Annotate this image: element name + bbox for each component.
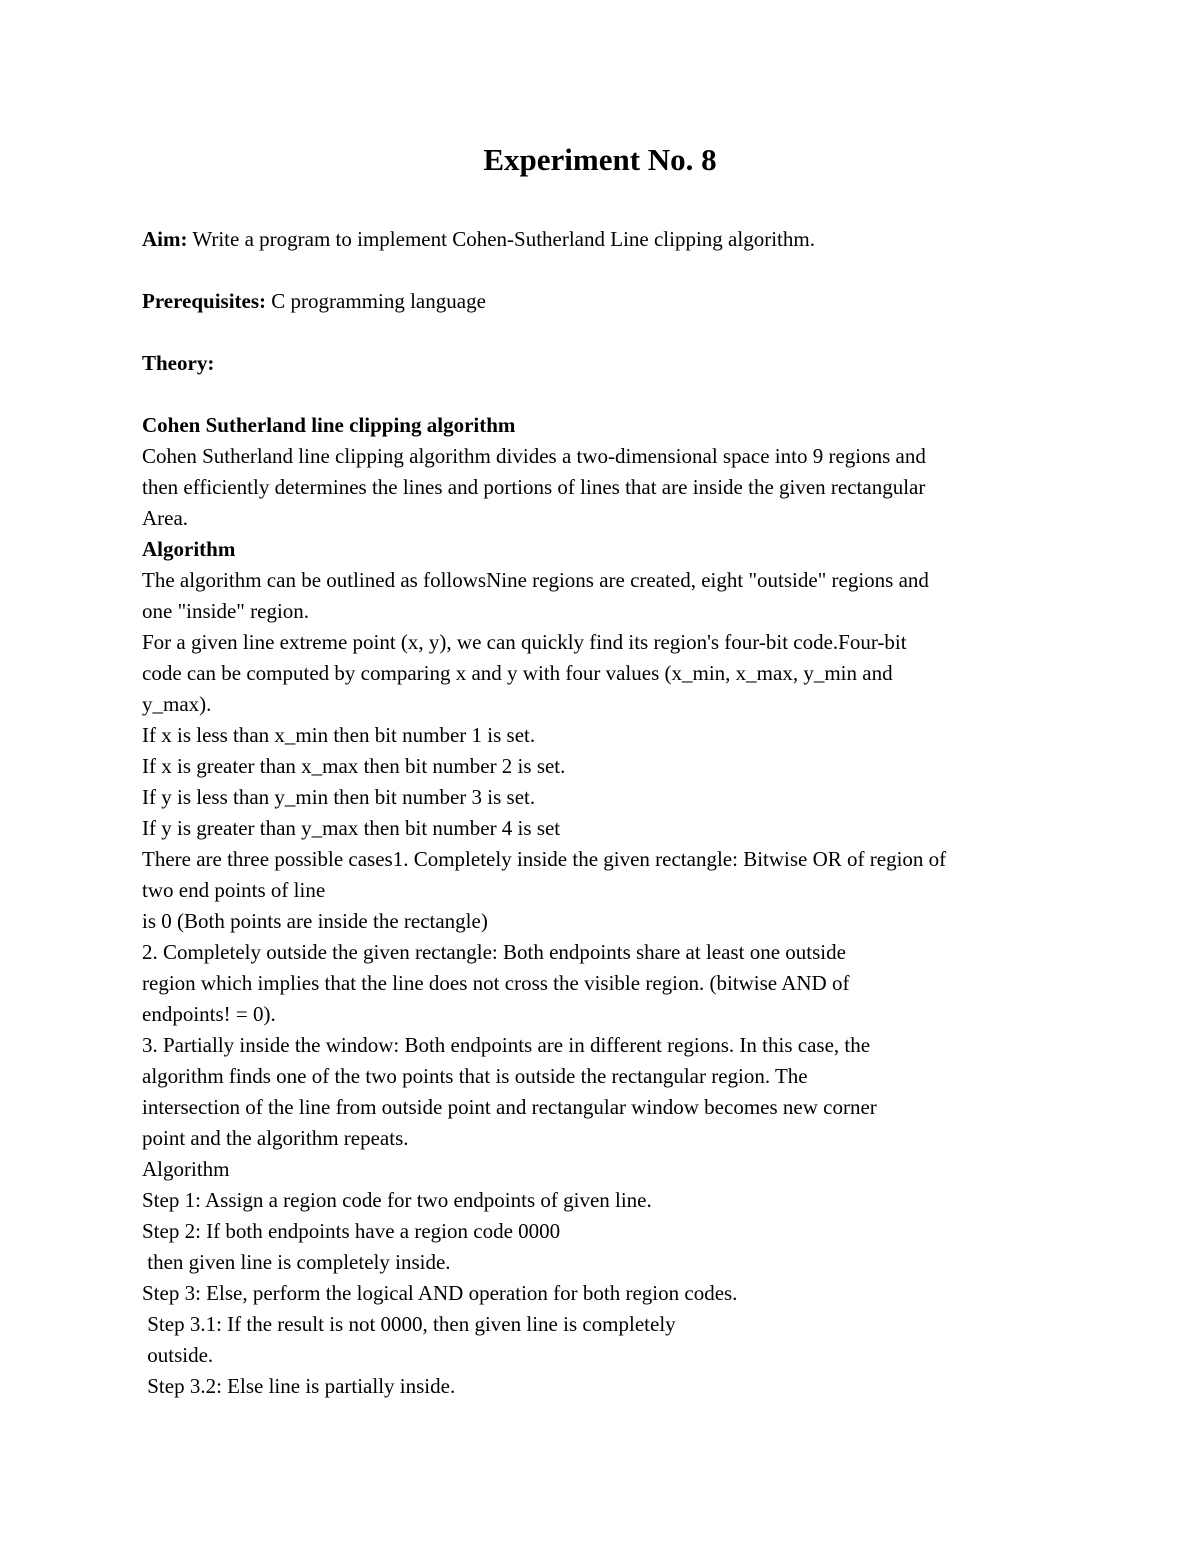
body-line: then efficiently determines the lines and portions of lines that are inside the given rectangular: [142, 475, 926, 499]
prerequisites-text: C programming language: [266, 289, 486, 313]
document-body: [142, 224, 1062, 1402]
algorithm-line: region which implies that the line does not cross the visible region. (bitwise AND of: [142, 971, 850, 995]
prerequisites-line: [142, 286, 1062, 317]
algorithm-line: 2. Completely outside the given rectangle: Both endpoints share at least one outside: [142, 940, 846, 964]
algorithm-line: For a given line extreme point (x, y), we can quickly find its region's four-bit code.Four-bit: [142, 630, 907, 654]
body-line: Cohen Sutherland line clipping algorithm divides a two-dimensional space into 9 regions and: [142, 444, 926, 468]
aim-label: Aim:: [142, 227, 188, 251]
algorithm-line: Algorithm: [142, 1157, 230, 1181]
algorithm-line: code can be computed by comparing x and y with four values (x_min, x_max, y_min and: [142, 661, 893, 685]
algorithm-line: If x is greater than x_max then bit number 2 is set.: [142, 754, 566, 778]
algorithm-line: is 0 (Both points are inside the rectangle): [142, 909, 488, 933]
algorithm-line: There are three possible cases1. Completely inside the given rectangle: Bitwise OR of region of: [142, 847, 947, 871]
algorithm-step: then given line is completely inside.: [142, 1250, 451, 1274]
algorithm-line: two end points of line: [142, 878, 326, 902]
algorithm-step: Step 1: Assign a region code for two endpoints of given line.: [142, 1188, 652, 1212]
algorithm-line: If x is less than x_min then bit number 1 is set.: [142, 723, 536, 747]
theory-heading: Theory:: [142, 351, 215, 375]
algorithm-step: Step 3.1: If the result is not 0000, then given line is completely: [142, 1312, 676, 1336]
algorithm-line: If y is greater than y_max then bit number 4 is set: [142, 816, 561, 840]
algorithm-line: one "inside" region.: [142, 599, 310, 623]
algorithm-heading: Algorithm: [142, 537, 236, 561]
algorithm-step: Step 2: If both endpoints have a region code 0000: [142, 1219, 561, 1243]
algorithm-step: Step 3.2: Else line is partially inside.: [142, 1374, 456, 1398]
algorithm-line: If y is less than y_min then bit number 3 is set.: [142, 785, 536, 809]
prerequisites-label: Prerequisites:: [142, 289, 267, 313]
algorithm-step: Step 3: Else, perform the logical AND operation for both region codes.: [142, 1281, 738, 1305]
aim-text: Write a program to implement Cohen-Sutherland Line clipping algorithm.: [187, 227, 815, 251]
section-heading: Cohen Sutherland line clipping algorithm: [142, 413, 516, 437]
algorithm-line: y_max).: [142, 692, 212, 716]
page-title: Experiment No. 8: [483, 142, 717, 177]
algorithm-line: 3. Partially inside the window: Both endpoints are in different regions. In this case, the: [142, 1033, 871, 1057]
algorithm-line: intersection of the line from outside point and rectangular window becomes new corner: [142, 1095, 877, 1119]
body-line: Area.: [142, 506, 189, 530]
algorithm-line: algorithm finds one of the two points that is outside the rectangular region. The: [142, 1064, 808, 1088]
algorithm-line: The algorithm can be outlined as followsNine regions are created, eight "outside" regions and: [142, 568, 929, 592]
algorithm-line: point and the algorithm repeats.: [142, 1126, 409, 1150]
algorithm-line: endpoints! = 0).: [142, 1002, 276, 1026]
algorithm-step: outside.: [142, 1343, 214, 1367]
aim-line: [142, 224, 1062, 255]
